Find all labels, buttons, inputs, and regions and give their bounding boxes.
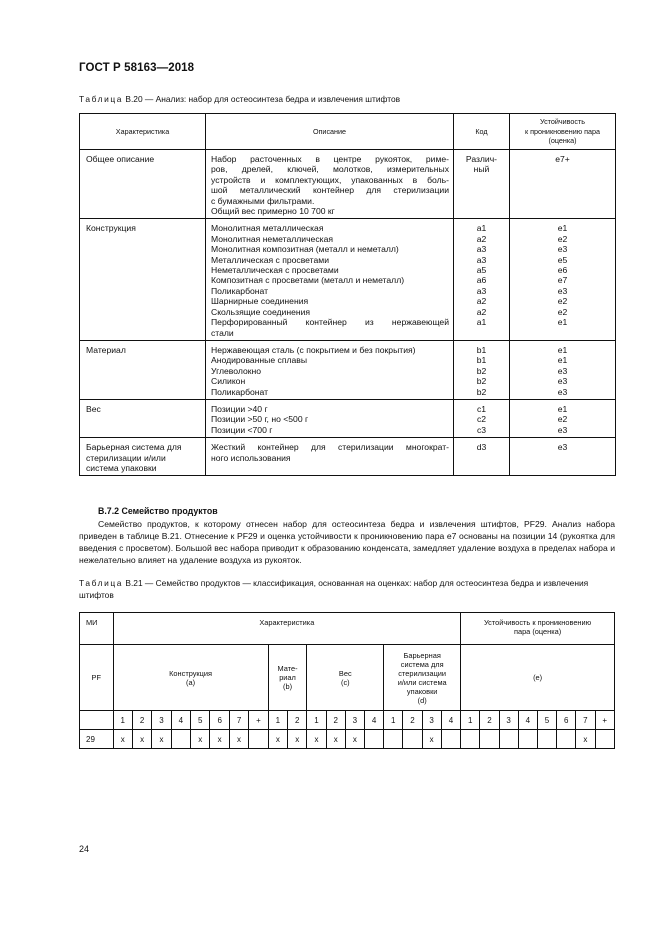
- table-b20-caption-text: В.20 — Анализ: набор для остеосинтеза бедра и извлечения штифтов: [123, 94, 401, 104]
- table-b21-cell-a: x: [210, 730, 229, 749]
- table-b21-number-a: 4: [171, 711, 190, 730]
- table-b21-number-b: 2: [288, 711, 307, 730]
- table-b20-cell-resistance: [510, 219, 616, 340]
- table-b21-caption-label: Таблица: [79, 578, 124, 588]
- table-b20-cell-description-line: шой металлический контейнер для стерилизации: [211, 185, 449, 196]
- table-b21-number-e: 4: [518, 711, 537, 730]
- table-b21-number-d: 4: [441, 711, 460, 730]
- table-b21-head-resistance-line: пара (оценка): [513, 627, 562, 636]
- table-b20-cell-description-line: Металлическая с просветами: [211, 254, 330, 265]
- table-b20-cell-resistance-line: e6: [557, 265, 568, 276]
- table-b20-cell-code-line: b2: [476, 376, 487, 387]
- table-b21-head-barrier-line: стерилизации: [398, 668, 447, 678]
- table-b21-header-row-2: [80, 645, 615, 711]
- table-b20-cell-description-line: Скользящие соединения: [211, 306, 311, 317]
- table-b20-cell-code-line: a3: [476, 254, 487, 265]
- table-b21-number-e: 1: [461, 711, 480, 730]
- table-b21-cell-d: [441, 730, 460, 749]
- table-b20-row: [80, 219, 616, 340]
- table-b21-data-row: [80, 730, 615, 749]
- table-b20-row: [80, 150, 616, 219]
- table-b21-cell-b: x: [268, 730, 287, 749]
- table-b20-cell-characteristic: [80, 219, 206, 340]
- table-b21-number-c: 1: [307, 711, 326, 730]
- table-b20-cell-description-line: Поликарбонат: [211, 285, 269, 296]
- table-b21-cell-b: x: [288, 730, 307, 749]
- table-b20-cell-characteristic-line: система упаковки: [86, 462, 157, 473]
- table-b21-number-a: +: [249, 711, 268, 730]
- table-b21-head-material-line: Мате-: [277, 664, 298, 673]
- table-b20-cell-description: [206, 150, 454, 219]
- table-b20-cell-characteristic-line: Материал: [86, 344, 126, 355]
- table-b21-number-d: 2: [403, 711, 422, 730]
- section-paragraph-text: Семейство продуктов, к которому отнесен набор для остеосинтеза бедра и извлечения штифтов, PF29. Анализ набора приведен в таблице В.21. Отнесение к PF29 и оценка устойчивости к проникновению пара e7 основаны на позиции 14 (рукоятка для введения с просветом). Большой вес набора приводит к образованию конденсата, замедляет удаление воздуха в пределах набора и нежелательно влияет на удаление воздуха из рукояток.: [79, 519, 615, 565]
- table-b21-number-e: 5: [537, 711, 556, 730]
- table-b21-number-e: 7: [576, 711, 595, 730]
- table-b20-cell-resistance-line: e2: [557, 306, 568, 317]
- table-b20-head-resistance-line: Устойчивость: [539, 117, 586, 127]
- table-b21-cell-a: x: [113, 730, 132, 749]
- table-b21-head-construction-line: (a): [186, 677, 196, 687]
- table-b21-cell-c: x: [326, 730, 345, 749]
- table-b21-head-barrier-line: и/или система: [397, 677, 447, 687]
- table-b21-number-b: 1: [268, 711, 287, 730]
- table-b21-head-material-line: (b): [283, 682, 293, 691]
- table-b20-cell-description-line: Силикон: [211, 376, 246, 387]
- table-b21-head-resistance-line: Устойчивость к проникновению: [483, 618, 592, 627]
- table-b20-cell-resistance-line: e1: [557, 344, 568, 355]
- table-b21-cell-d: [403, 730, 422, 749]
- table-b20-cell-characteristic: [80, 438, 206, 476]
- table-b21-cell-a: [249, 730, 268, 749]
- table-b20-cell-resistance-line: e3: [557, 285, 568, 296]
- section-paragraph: [79, 518, 615, 566]
- table-b20-caption: [79, 93, 614, 105]
- table-b21-cell-a: x: [132, 730, 151, 749]
- document-standard-title: ГОСТ Р 58163—2018: [79, 62, 195, 74]
- table-b21-cell-e: [461, 730, 480, 749]
- table-b21-number-a: 5: [191, 711, 210, 730]
- table-b20-row: [80, 438, 616, 476]
- table-b21-head-barrier-line: упаковки: [406, 686, 438, 696]
- table-b20-header-row: [80, 114, 616, 150]
- table-b21-number-a: 2: [132, 711, 151, 730]
- table-b21-caption: [79, 577, 614, 601]
- table-b21-number-a: 1: [113, 711, 132, 730]
- table-b20-cell-resistance-line: e1: [557, 317, 568, 328]
- table-b20-cell-description-line: Неметаллическая с просветами: [211, 265, 339, 276]
- table-b21-cell-c: [364, 730, 383, 749]
- table-b21-head-barrier: [384, 645, 461, 711]
- table-b21-number-e: 6: [557, 711, 576, 730]
- table-b20-cell-code-line: b1: [476, 344, 487, 355]
- table-b20-row: [80, 340, 616, 399]
- table-b20-cell-resistance-line: e1: [557, 403, 568, 414]
- table-b20-cell-description-line: устройств и комплектующих, упакованных в боль-: [211, 174, 449, 185]
- table-b20-cell-code-line: b2: [476, 365, 487, 376]
- table-b21-number-e: +: [595, 711, 615, 730]
- table-b21-head-material-line: риал: [279, 673, 296, 682]
- table-b20-cell-resistance-line: e3: [557, 424, 568, 435]
- table-b21-head-resistance: [461, 613, 615, 645]
- table-b21-number-row: [80, 711, 615, 730]
- table-b20-cell-resistance: [510, 340, 616, 399]
- table-b20-cell-resistance-line: e2: [557, 233, 568, 244]
- table-b20-cell-code-line: a3: [476, 285, 487, 296]
- table-b20-cell-resistance-line: e3: [557, 376, 568, 387]
- table-b21-head-barrier-line: система для: [400, 659, 444, 669]
- table-b20-cell-characteristic-line: стерилизации и/или: [86, 452, 166, 463]
- table-b20-cell-resistance-line: e3: [557, 244, 568, 255]
- table-b20-cell-description-line: Монолитная металлическая: [211, 223, 324, 234]
- table-b20-cell-description-line: Монолитная композитная (металл и неметалл): [211, 244, 399, 255]
- table-b20-cell-resistance-line: e3: [557, 386, 568, 397]
- table-b21-head-weight-line: (c): [340, 677, 350, 687]
- table-b21-caption-text: В.21 — Семейство продуктов — классификация, основанная на оценках: набор для остеосинтеза бедра и извлечения штифтов: [79, 578, 589, 600]
- table-b21-head-construction: [113, 645, 268, 711]
- table-b21-cell-a: x: [229, 730, 248, 749]
- table-b21-number-a: 6: [210, 711, 229, 730]
- table-b20-cell-code-line: c1: [476, 403, 487, 414]
- table-b21-number-c: 3: [345, 711, 364, 730]
- table-b20-head-description: Описание: [206, 114, 454, 150]
- table-b21-head-barrier-line: Барьерная: [403, 650, 441, 660]
- table-b20-cell-code-line: Различ-: [465, 154, 498, 164]
- table-b21-cell-e: x: [576, 730, 595, 749]
- table-b21-head-material: [268, 645, 307, 711]
- table-b20-cell-code: [454, 399, 510, 437]
- table-b21-cell-e: [499, 730, 518, 749]
- table-b20-row: [80, 399, 616, 437]
- table-b20-cell-characteristic-line: Конструкция: [86, 223, 136, 234]
- table-b20-cell-code-line: a5: [476, 265, 487, 276]
- table-b20-cell-description-line: Набор расточенных в центре рукояток, риме-: [211, 154, 449, 164]
- table-b20-cell-characteristic: [80, 340, 206, 399]
- table-b20-cell-code: [454, 438, 510, 476]
- table-b20-cell-code-line: a2: [476, 233, 487, 244]
- table-b20-cell-code-line: b2: [476, 386, 487, 397]
- table-b20-cell-code-line: d3: [476, 442, 487, 453]
- table-b21-cell-d: [384, 730, 403, 749]
- table-b20-cell-characteristic-line: Общее описание: [86, 154, 155, 164]
- table-b21-number-c: 2: [326, 711, 345, 730]
- table-b20-cell-description-line: Монолитная неметаллическая: [211, 233, 333, 244]
- table-b20-cell-resistance-line: e7+: [555, 154, 570, 164]
- table-b21-cell-e: [595, 730, 615, 749]
- table-b20-cell-description-line: Жесткий контейнер для стерилизации многократ-: [211, 442, 449, 453]
- table-b20-cell-code-line: a2: [476, 296, 487, 307]
- table-b20-cell-code: [454, 150, 510, 219]
- table-b20-cell-description-line: Композитная с просветами (металл и неметалл): [211, 275, 405, 286]
- table-b20-cell-description-line: Позиции >40 г: [211, 403, 268, 414]
- table-b20-cell-code-line: c2: [476, 414, 487, 425]
- table-b20-cell-code-line: a1: [476, 317, 487, 328]
- table-b20-cell-description-line: стали: [211, 327, 234, 338]
- table-b21-head-weight: [307, 645, 384, 711]
- table-b20-cell-characteristic-line: Барьерная система для: [86, 442, 182, 453]
- table-b20-cell-description-line: Позиции >50 г, но <500 г: [211, 414, 309, 425]
- table-b21-cell-pf: 29: [80, 730, 114, 749]
- table-b20-cell-description-line: ного использования: [211, 452, 291, 463]
- table-b20-cell-description: [206, 399, 454, 437]
- table-b21-cell-d: x: [422, 730, 441, 749]
- table-b20-cell-resistance: [510, 438, 616, 476]
- table-b20-cell-resistance: [510, 150, 616, 219]
- table-b21-number-c: 4: [364, 711, 383, 730]
- table-b20-cell-description-line: Общий вес примерно 10 700 кг: [211, 206, 335, 217]
- table-b20-cell-characteristic-line: Вес: [86, 403, 101, 414]
- table-b21: [79, 612, 615, 749]
- table-b21-number-e: 3: [499, 711, 518, 730]
- table-b21-head-construction-line: Конструкция: [169, 668, 213, 678]
- table-b20-cell-resistance-line: e1: [557, 355, 568, 366]
- table-b21-cell-a: x: [191, 730, 210, 749]
- table-b20-cell-description-line: Анодированные сплавы: [211, 355, 308, 366]
- table-b20-cell-code-line: a2: [476, 306, 487, 317]
- table-b20-caption-label: Таблица: [79, 94, 124, 104]
- table-b20-cell-resistance-line: e5: [557, 254, 568, 265]
- table-b20-cell-description-line: Позиции <700 г: [211, 424, 273, 435]
- table-b20-cell-resistance-line: e2: [557, 296, 568, 307]
- table-b20-cell-code-line: a1: [476, 223, 487, 234]
- table-b21-number-e: 2: [480, 711, 499, 730]
- table-b20-cell-resistance-line: e3: [557, 365, 568, 376]
- table-b20-head-characteristic: Характеристика: [80, 114, 206, 150]
- table-b20-cell-description-line: Перфорированный контейнер из нержавеющей: [211, 317, 449, 328]
- table-b20-cell-resistance: [510, 399, 616, 437]
- table-b20-cell-characteristic: [80, 150, 206, 219]
- table-b20-head-code: Код: [454, 114, 510, 150]
- table-b21-header-row-1: [80, 613, 615, 645]
- table-b20-cell-resistance-line: e7: [557, 275, 568, 286]
- table-b21-head-resistance-code: (e): [461, 645, 615, 711]
- table-b20-cell-description-line: Нержавеющая сталь (с покрытием и без покрытия): [211, 344, 416, 355]
- table-b21-cell-e: [537, 730, 556, 749]
- table-b21-number-d: 1: [384, 711, 403, 730]
- table-b20-cell-description: [206, 340, 454, 399]
- page-number: 24: [79, 844, 90, 854]
- table-b20-cell-code-line: ный: [473, 164, 490, 175]
- table-b20-cell-description: [206, 438, 454, 476]
- table-b20-cell-description-line: Углеволокно: [211, 365, 262, 376]
- table-b20-head-resistance: [510, 114, 616, 150]
- table-b20-cell-code-line: a6: [476, 275, 487, 286]
- table-b20-head-resistance-line: к проникновению пара: [524, 126, 601, 136]
- table-b20-cell-description-line: с бумажными фильтрами.: [211, 195, 315, 206]
- table-b21-head-mi: МИ: [80, 613, 114, 645]
- table-b21-number-a: 3: [152, 711, 171, 730]
- table-b20-cell-resistance-line: e3: [557, 442, 568, 453]
- table-b21-number-a: 7: [229, 711, 248, 730]
- table-b21-number-blank: [80, 711, 114, 730]
- table-b21-cell-e: [480, 730, 499, 749]
- table-b20-cell-code-line: a3: [476, 244, 487, 255]
- table-b21-head-characteristic: Характеристика: [113, 613, 461, 645]
- table-b21-cell-c: x: [307, 730, 326, 749]
- table-b20-cell-description-line: Шарнирные соединения: [211, 296, 309, 307]
- table-b20-cell-resistance-line: e2: [557, 414, 568, 425]
- table-b20-cell-description-line: ров, дрелей, ключей, молотков, измерительных: [211, 164, 449, 175]
- table-b21-cell-e: [557, 730, 576, 749]
- table-b20-head-resistance-line: (оценка): [548, 136, 577, 146]
- table-b21-cell-a: [171, 730, 190, 749]
- table-b21-head-pf: PF: [80, 645, 114, 711]
- table-b21-head-barrier-line: (d): [417, 695, 427, 705]
- table-b20-cell-resistance-line: e1: [557, 223, 568, 234]
- table-b20-cell-characteristic: [80, 399, 206, 437]
- table-b20-cell-description: [206, 219, 454, 340]
- table-b21-number-d: 3: [422, 711, 441, 730]
- table-b21-head-weight-line: Вес: [338, 668, 352, 678]
- table-b20-cell-code-line: b1: [476, 355, 487, 366]
- table-b20: [79, 113, 616, 476]
- table-b21-cell-c: x: [345, 730, 364, 749]
- table-b20-cell-code: [454, 340, 510, 399]
- table-b20-cell-code-line: c3: [476, 424, 487, 435]
- table-b21-cell-a: x: [152, 730, 171, 749]
- table-b21-cell-e: [518, 730, 537, 749]
- section-heading: В.7.2 Семейство продуктов: [98, 506, 218, 516]
- table-b20-cell-code: [454, 219, 510, 340]
- table-b20-cell-description-line: Поликарбонат: [211, 386, 269, 397]
